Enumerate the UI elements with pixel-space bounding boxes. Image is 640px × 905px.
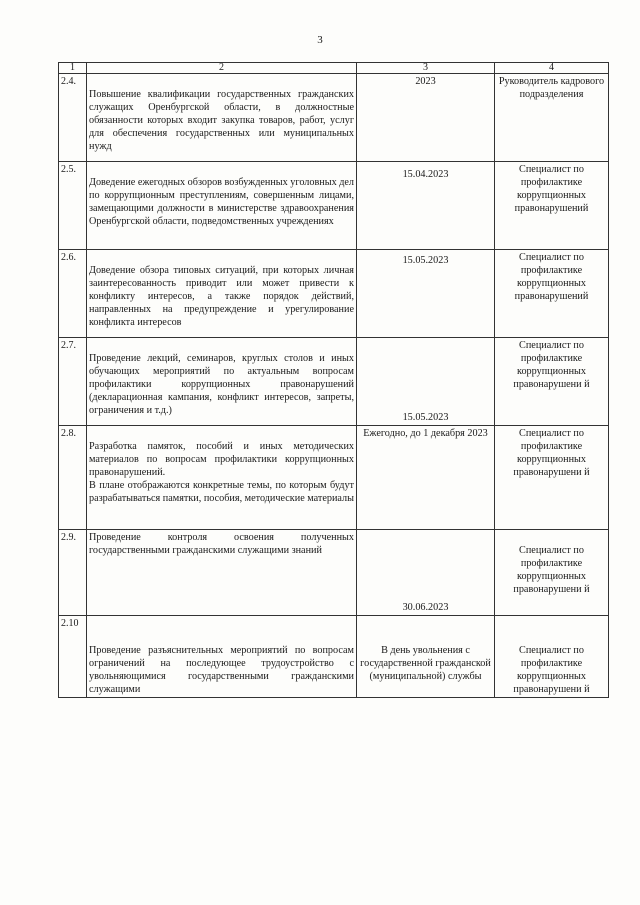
row-responsible: Специалист по профилактике коррупционных правонарушени й xyxy=(495,338,609,426)
description-text: Проведение разъяснительных мероприятий по вопросам ограничений на последующее трудоустройство с увольняющимися государственными гражданскими служащими xyxy=(89,645,354,695)
row-description xyxy=(87,74,357,162)
row-number: 2.10 xyxy=(59,616,87,698)
table-row xyxy=(59,426,609,530)
deadline-text: 15.05.2023 xyxy=(402,412,449,423)
description-text: Доведение обзора типовых ситуаций, при которых личная заинтересованность приводит или может привести к конфликту интересов, а также порядок действий, направленных на предупреждение и урегулирование конфликта интересов xyxy=(89,265,354,328)
table-row xyxy=(59,530,609,616)
row-responsible xyxy=(495,530,609,616)
table-row xyxy=(59,250,609,338)
table-row xyxy=(59,74,609,162)
column-header: 2 xyxy=(87,63,357,74)
table-row xyxy=(59,616,609,698)
row-responsible xyxy=(495,616,609,698)
responsible-text: Специалист по профилактике коррупционных правонарушени й xyxy=(513,645,590,695)
deadline-text: 15.05.2023 xyxy=(402,255,449,266)
row-description xyxy=(87,338,357,426)
description-text: Повышение квалификации государственных гражданских служащих Оренбургской области, в должностные обязанности которых входит закупка товаров, работ, услуг для обеспечения государственных или муниципальных нужд xyxy=(89,89,354,152)
deadline-text: 15.04.2023 xyxy=(402,169,449,180)
row-number: 2.5. xyxy=(59,162,87,250)
row-deadline xyxy=(357,338,495,426)
row-number: 2.4. xyxy=(59,74,87,162)
page-number: 3 xyxy=(317,34,323,46)
row-number: 2.9. xyxy=(59,530,87,616)
row-responsible: Руководитель кадрового подразделения xyxy=(495,74,609,162)
row-deadline xyxy=(357,162,495,250)
table-row xyxy=(59,162,609,250)
row-deadline xyxy=(357,250,495,338)
row-number: 2.7. xyxy=(59,338,87,426)
row-deadline: Ежегодно, до 1 декабря 2023 xyxy=(357,426,495,530)
deadline-text: 30.06.2023 xyxy=(402,602,449,613)
description-text: Разработка памяток, пособий и иных методических материалов по вопросам профилактики коррупционных правонарушений. xyxy=(89,441,354,478)
column-header: 3 xyxy=(357,63,495,74)
description-text: Проведение лекций, семинаров, круглых столов и иных обучающих мероприятий по актуальным вопросам профилактики коррупционных правонарушений (декларационная кампания, конфликт интересов, запреты, ограничения и т.д.) xyxy=(89,353,354,416)
row-deadline: 2023 xyxy=(357,74,495,162)
deadline-text: В день увольнения с государственной гражданской (муниципальной) службы xyxy=(360,645,491,682)
description-text: В плане отображаются конкретные темы, по которым будут разрабатываться памятки, пособия, методические материалы xyxy=(89,480,354,504)
row-description xyxy=(87,162,357,250)
row-description xyxy=(87,250,357,338)
row-description xyxy=(87,426,357,530)
row-number: 2.6. xyxy=(59,250,87,338)
table-row xyxy=(59,338,609,426)
description-text: Проведение контроля освоения полученных государственными гражданскими служащими знаний xyxy=(89,532,354,556)
column-header: 1 xyxy=(59,63,87,74)
row-description xyxy=(87,530,357,616)
row-responsible: Специалист по профилактике коррупционных правонарушений xyxy=(495,250,609,338)
row-responsible: Специалист по профилактике коррупционных правонарушений xyxy=(495,162,609,250)
row-description xyxy=(87,616,357,698)
plan-table xyxy=(58,62,609,698)
row-number: 2.8. xyxy=(59,426,87,530)
description-text: Доведение ежегодных обзоров возбужденных уголовных дел по коррупционным преступлениям, совершенным лицами, замещающими должности в министерстве здравоохранения Оренбургской области, подведомственных учреждениях xyxy=(89,177,354,227)
row-responsible: Специалист по профилактике коррупционных правонарушени й xyxy=(495,426,609,530)
column-header: 4 xyxy=(495,63,609,74)
row-deadline xyxy=(357,616,495,698)
table-header-row xyxy=(59,63,609,74)
row-deadline xyxy=(357,530,495,616)
responsible-text: Специалист по профилактике коррупционных правонарушени й xyxy=(513,545,590,595)
